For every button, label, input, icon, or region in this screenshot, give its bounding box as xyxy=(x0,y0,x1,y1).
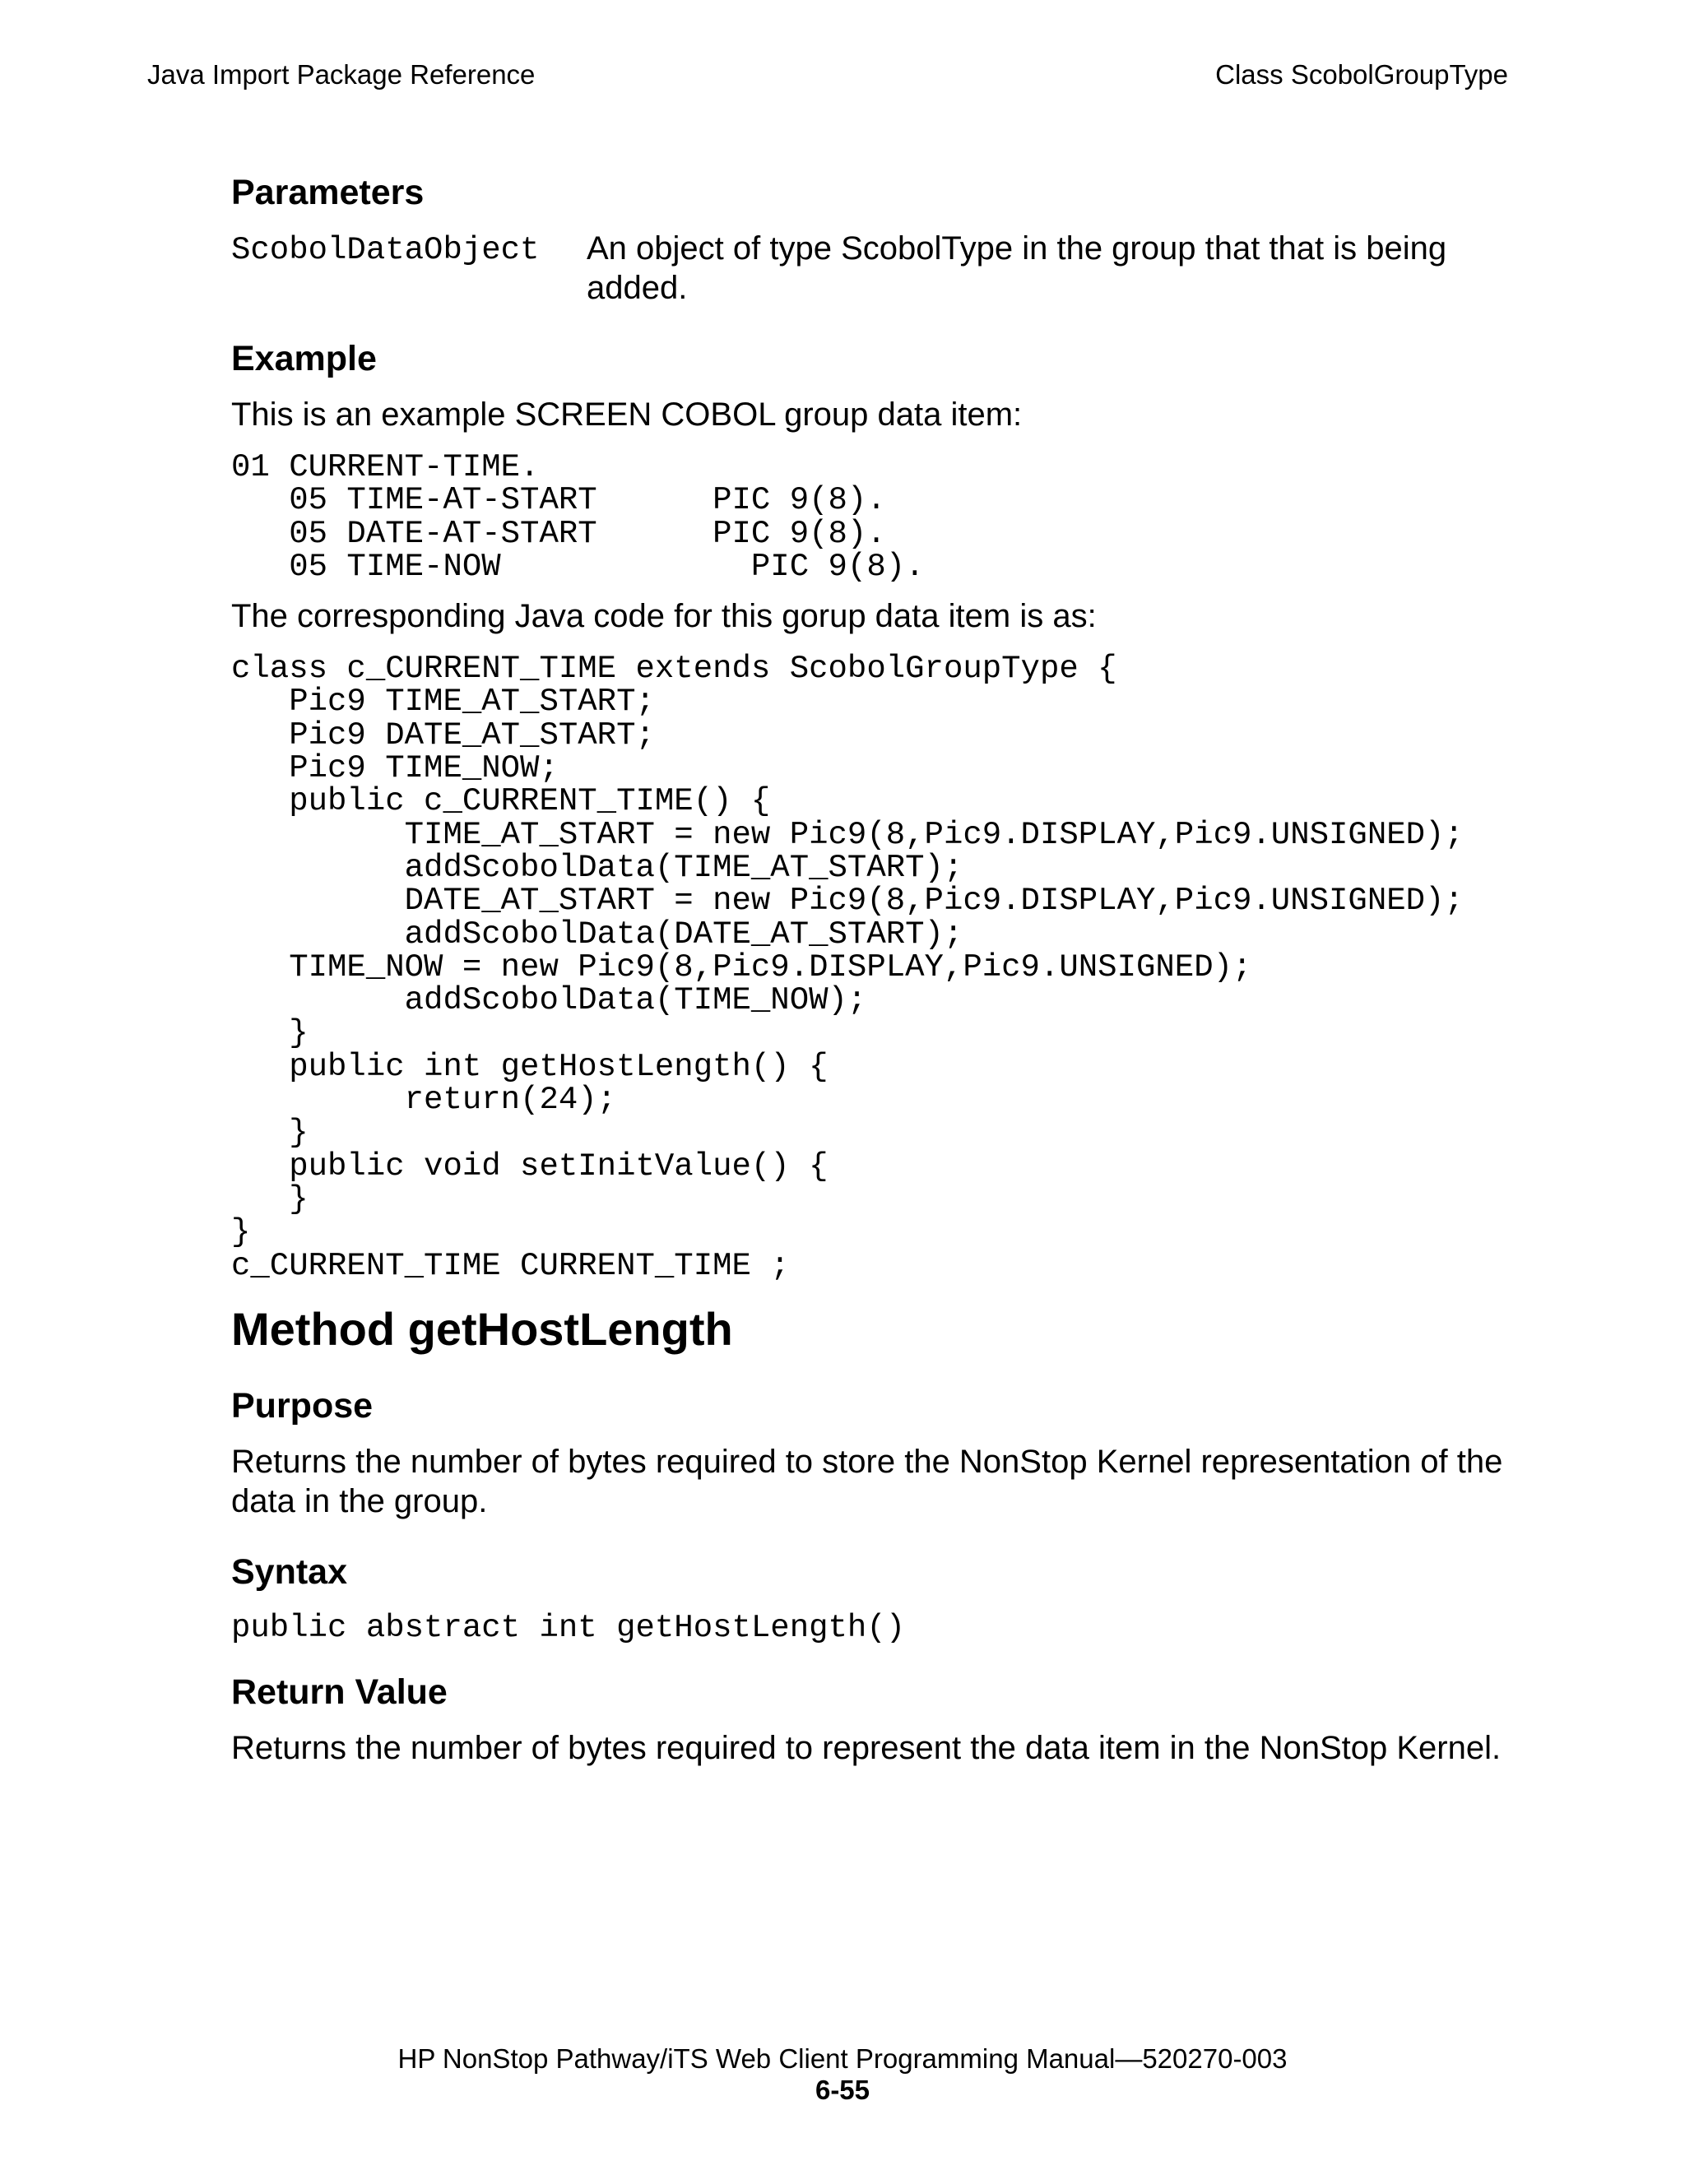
purpose-text: Returns the number of bytes required to store the NonStop Kernel representation of the data in the group. xyxy=(231,1443,1503,1519)
syntax-code: public abstract int getHostLength() xyxy=(231,1609,906,1646)
example-intro: This is an example SCREEN COBOL group data item: xyxy=(231,396,1023,433)
header-left-title: Java Import Package Reference xyxy=(147,59,536,90)
footer-page-number: 6-55 xyxy=(815,2075,870,2105)
java-intro: The corresponding Java code for this gorup data item is as: xyxy=(231,598,1097,635)
header-right-title: Class ScobolGroupType xyxy=(1215,59,1508,90)
example-heading: Example xyxy=(231,339,377,378)
parameter-description: An object of type ScobolType in the group that that is being added. xyxy=(587,230,1447,306)
cobol-code-block: 01 CURRENT-TIME. 05 TIME-AT-START PIC 9(8). 05 DATE-AT-START PIC 9(8). 05 TIME-NOW PIC 9(8). xyxy=(231,449,925,585)
syntax-heading: Syntax xyxy=(231,1551,348,1592)
parameter-name: ScobolDataObject xyxy=(231,232,540,268)
parameter-row xyxy=(231,229,1515,308)
return-value-text: Returns the number of bytes required to represent the data item in the NonStop Kernel. xyxy=(231,1730,1502,1767)
footer-manual-title: HP NonStop Pathway/iTS Web Client Programming Manual—520270-003 xyxy=(397,2043,1288,2074)
return-value-heading: Return Value xyxy=(231,1672,448,1713)
purpose-heading: Purpose xyxy=(231,1385,374,1426)
method-title: Method getHostLength xyxy=(231,1302,733,1355)
java-code-block: class c_CURRENT_TIME extends ScobolGroupType { Pic9 TIME_AT_START; Pic9 DATE_AT_START; Pic9 TIME_NOW; public c_CURRENT_TIME() { TIME_AT_START = new Pic9(8,Pic9.DISPLAY,Pic9.UNSIGNED); addScobolData(TIME_AT_START); DATE_AT_START = new Pic9(8,Pic9.DISPLAY,Pic9.UNSIGNED); addScobolData(DATE_AT_START); TIME_NOW = new Pic9(8,Pic9.DISPLAY,Pic9.UNSIGNED); addScobolData(TIME_NOW); } public int getHostLength() { return(24); } public void setInitValue() { } } c_CURRENT_TIME CURRENT_TIME ; xyxy=(231,651,1464,1284)
parameters-heading: Parameters xyxy=(231,173,425,212)
page-content xyxy=(231,169,1515,1768)
page-footer xyxy=(0,2043,1685,2106)
